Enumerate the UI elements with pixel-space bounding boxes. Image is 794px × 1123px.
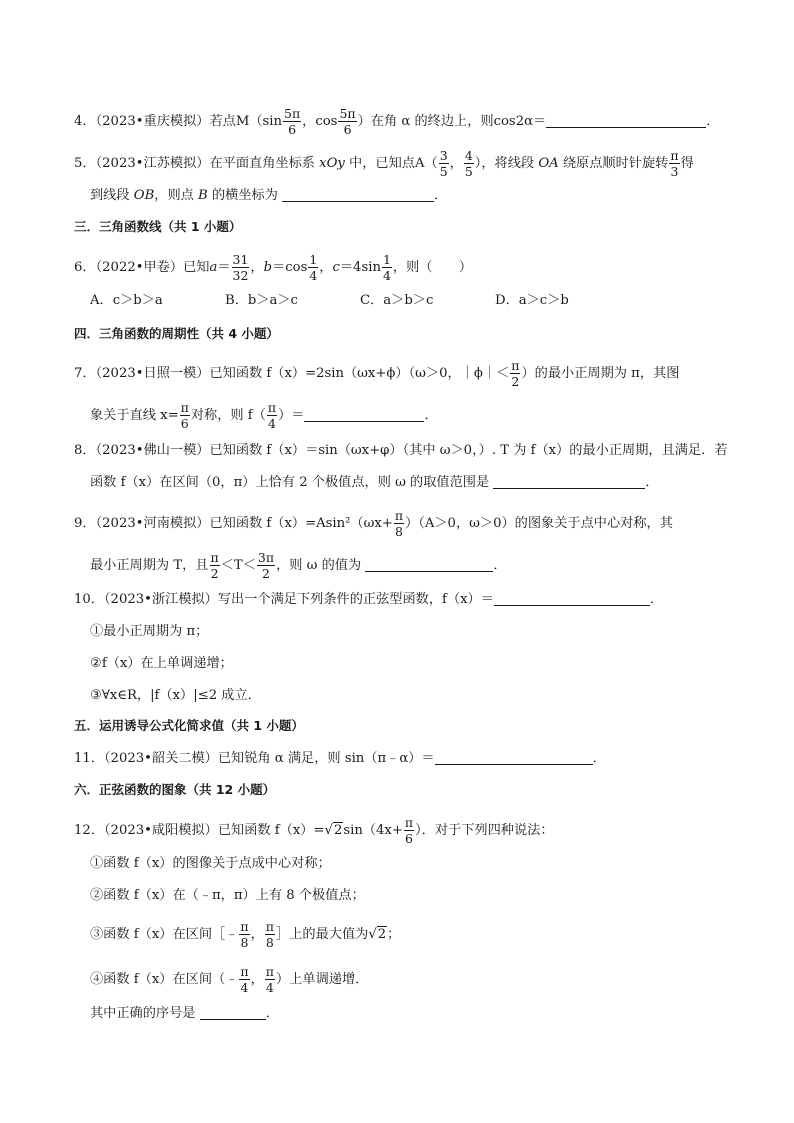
fraction: $\frac{\pi}{4}$ xyxy=(240,964,249,995)
option-c[interactable]: C．a＞b＞c xyxy=(360,293,434,308)
option-d[interactable]: D．a＞c＞b xyxy=(495,293,569,308)
answer-blank[interactable] xyxy=(365,559,493,572)
answer-blank[interactable] xyxy=(435,752,593,765)
fraction: $\frac{3}{5}$ xyxy=(439,148,448,179)
statement-2: ②函数 f（x）在（﹣π，π）上有 8 个极值点； xyxy=(90,888,365,903)
answer-blank[interactable] xyxy=(493,476,645,489)
question-4: 4．（2023•重庆模拟）若点M（sin $\frac{5\pi}{6}$ ，cos $\frac{5\pi}{6}$ ）在角 α 的终边上，则cos2α＝ ． xyxy=(74,106,720,137)
question-10: 10．（2023•浙江模拟）写出一个满足下列条件的正弦型函数，f（x）＝ ． xyxy=(74,592,664,607)
option-a[interactable]: A．c＞b＞a xyxy=(90,293,163,308)
question-7-line2: 象关于直线 x= $\frac{\pi}{6}$ 对称，则 f（ $\frac{\pi}{4}$ ）＝ ． xyxy=(90,400,438,431)
question-9-line2: 最小正周期为 T，且 $\frac{\pi}{2}$ ＜T＜ $\frac{3\pi}{2}$ ，则 ω 的值为 ． xyxy=(90,550,507,581)
fraction: $\frac{1}{4}$ xyxy=(382,252,391,283)
fraction: $\frac{3\pi}{2}$ xyxy=(257,550,275,581)
question-6-options xyxy=(90,291,569,311)
section-heading: 四．三角函数的周期性（共 4 小题） xyxy=(74,326,279,341)
fraction: $\frac{1}{4}$ xyxy=(309,252,318,283)
question-8: 8．（2023•佛山一模）已知函数 f（x）＝sin（ωx+φ）（其中 ω＞0，）. T 为 f（x）的最小正周期，且满足．若 xyxy=(74,443,728,458)
question-11: 11．（2023•韶关二模）已知锐角 α 满足，则 sin（π﹣α）＝ ． xyxy=(74,751,606,766)
fraction: $\frac{31}{32}$ xyxy=(232,252,249,283)
statement-1: ①函数 f（x）的图像关于点成中心对称； xyxy=(90,856,331,871)
fraction: $\frac{\pi}{4}$ xyxy=(265,964,275,995)
answer-blank[interactable] xyxy=(282,189,434,202)
fraction: $\frac{\pi}{8}$ xyxy=(240,919,249,950)
question-7: 7．（2023•日照一模）已知函数 f（x）=2sin（ωx+ϕ）（ω＞0，｜ϕ｜＜ $\frac{\pi}{2}$ ）的最小正周期为 π，其图 xyxy=(74,358,680,389)
answer-blank[interactable] xyxy=(304,409,424,422)
fraction: $\frac{\pi}{6}$ xyxy=(180,400,189,431)
sqrt: √2 xyxy=(324,823,343,838)
question-12-answer: 其中正确的序号是 ． xyxy=(90,1006,279,1021)
condition-2: ②f（x）在上单调递增； xyxy=(90,656,233,671)
fraction: $\frac{\pi}{2}$ xyxy=(210,550,219,581)
question-9: 9．（2023•河南模拟）已知函数 f（x）=Asin²（ωx+ $\frac{\pi}{8}$ ）（A＞0，ω＞0）的图象关于点中心对称，其 xyxy=(74,508,673,539)
question-5: 5．（2023•江苏模拟）在平面直角坐标系 xOy 中，已知点A（ $\frac{3}{5}$ ， $\frac{4}{5}$ ），将线段 OA 绕原点顺时针旋转 $\frac{\pi}{3}$ 得 xyxy=(74,148,694,179)
section-heading: 五．运用诱导公式化简求值（共 1 小题） xyxy=(74,718,304,733)
sqrt: √2 xyxy=(368,927,387,942)
fraction: $\frac{\pi}{3}$ xyxy=(670,148,679,179)
fraction: $\frac{5\pi}{6}$ xyxy=(284,106,301,137)
fraction: $\frac{5\pi}{6}$ xyxy=(339,106,356,137)
statement-4: ④函数 f（x）在区间（﹣ $\frac{\pi}{4}$ ， $\frac{\pi}{4}$ ）上单调递增． xyxy=(90,964,369,995)
question-12: 12．（2023•咸阳模拟）已知函数 f（x）=√2sin（4x+ $\frac{\pi}{6}$ ）．对于下列四种说法： xyxy=(74,815,554,846)
condition-3: ③∀x∈R，|f（x）|≤2 成立． xyxy=(90,688,261,703)
question-8-line2: 函数 f（x）在区间（0，π）上恰有 2 个极值点，则 ω 的取值范围是 ． xyxy=(90,475,659,490)
section-heading: 六．正弦函数的图象（共 12 小题） xyxy=(74,782,276,797)
answer-blank[interactable] xyxy=(200,1007,266,1020)
fraction: $\frac{\pi}{4}$ xyxy=(267,400,277,431)
answer-blank[interactable] xyxy=(546,115,706,128)
question-5-line2: 到线段 OB，则点 B 的横坐标为 ． xyxy=(90,188,448,203)
section-heading: 三．三角函数线（共 1 小题） xyxy=(74,219,242,234)
fraction: $\frac{4}{5}$ xyxy=(464,148,473,179)
fraction: $\frac{\pi}{8}$ xyxy=(394,508,404,539)
fraction: $\frac{\pi}{6}$ xyxy=(404,815,414,846)
option-b[interactable]: B．b＞a＞c xyxy=(225,293,298,308)
question-6: 6．（2022•甲卷）已知a＝ $\frac{31}{32}$ ，b＝cos $\frac{1}{4}$ ，c＝4sin $\frac{1}{4}$ ，则（ ） xyxy=(74,252,473,283)
fraction: $\frac{\pi}{2}$ xyxy=(511,358,520,389)
q4-text: 4．（2023•重庆模拟）若点M（sin xyxy=(74,114,282,129)
fraction: $\frac{\pi}{8}$ xyxy=(265,919,275,950)
answer-blank[interactable] xyxy=(494,593,650,606)
condition-1: ①最小正周期为 π； xyxy=(90,624,209,639)
statement-3: ③函数 f（x）在区间［﹣ $\frac{\pi}{8}$ ， $\frac{\pi}{8}$ ］上的最大值为√2； xyxy=(90,919,401,950)
